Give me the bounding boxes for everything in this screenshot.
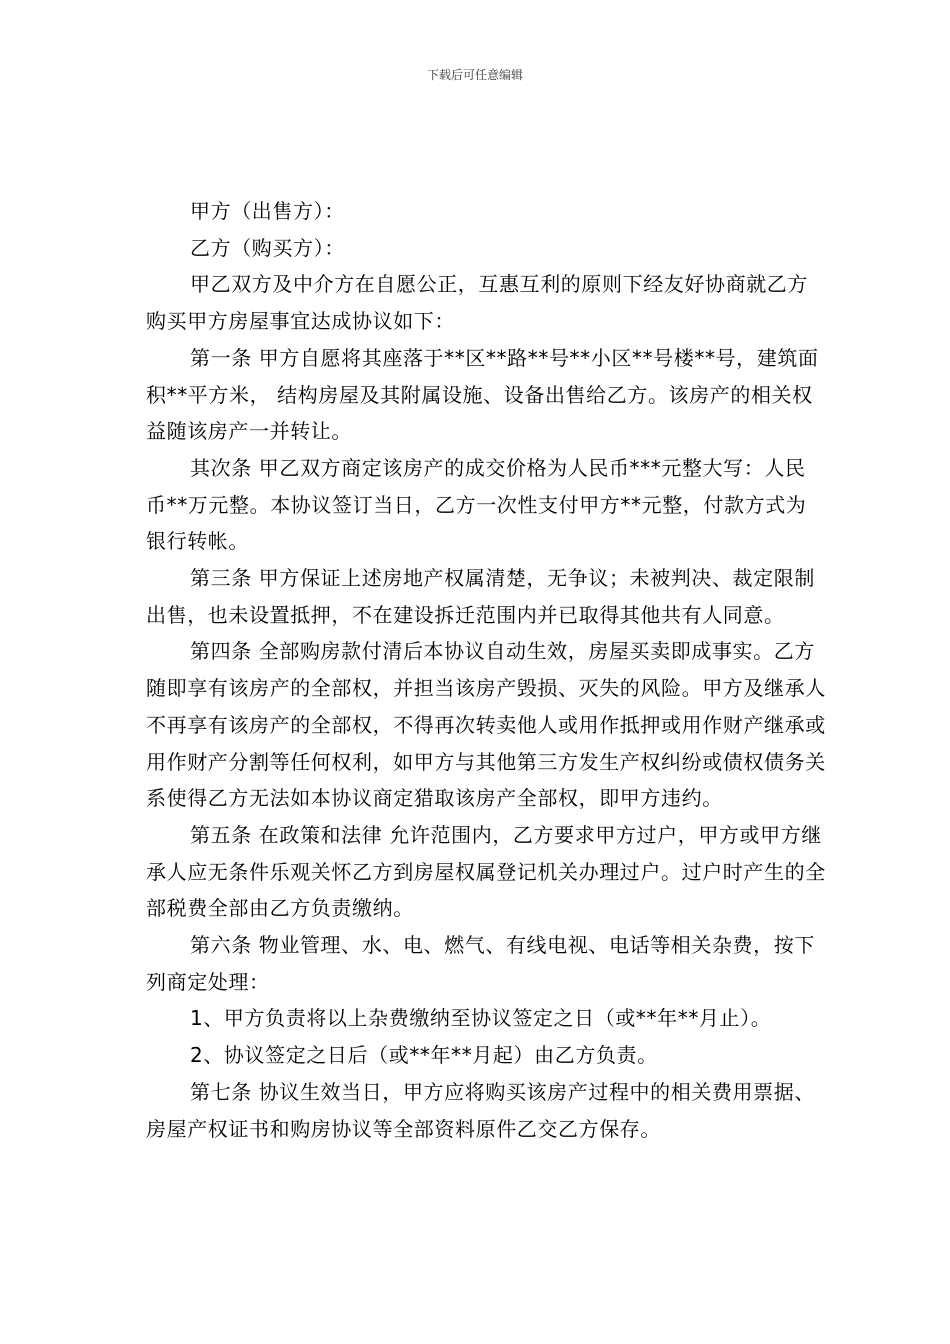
article-4: 第四条 全部购房款付清后本协议自动生效，房屋买卖即成事实。乙方随即享有该房产的全部权，并担当该房产毁损、灭失的风险。甲方及继承人不再享有该房产的全部权，不得再次转卖他人或用作抵押或用作财产继承或用作财产分割等任何权利，如甲方与其他第三方发生产权纠纷或债权债务关系使得乙方无法如本协议商定猎取该房产全部权，即甲方违约。 — [146, 639, 826, 811]
article-6: 第六条 物业管理、水、电、燃气、有线电视、电话等相关杂费，按下列商定处理： — [146, 933, 815, 994]
header-note: 下载后可任意编辑 — [426, 68, 523, 82]
party-a-line: 甲方（出售方）： — [190, 199, 345, 223]
preamble-paragraph: 甲乙双方及中介方在自愿公正，互惠互利的原则下经友好协商就乙方购买甲方房屋事宜达成协议如下： — [146, 272, 808, 334]
article-1: 第一条 甲方自愿将其座落于**区**路**号**小区**号楼**号，建筑面积**平方米， 结构房屋及其附属设施、设备出售给乙方。该房产的相关权益随该房产一并转让。 — [146, 345, 819, 444]
contract-body — [146, 193, 826, 1147]
article-6-item-1: 1、甲方负责将以上杂费缴纳至协议签定之日（或**年**月止）。 — [190, 1006, 772, 1031]
article-7: 第七条 协议生效当日，甲方应将购买该房产过程中的相关费用票据、房屋产权证书和购房协议等全部资料原件乙交乙方保存。 — [146, 1079, 815, 1141]
article-3: 第三条 甲方保证上述房地产权属清楚，无争议；未被判决、裁定限制出售，也未设置抵押，不在建设拆迁范围内并已取得其他共有人同意。 — [146, 566, 815, 627]
article-2: 其次条 甲乙双方商定该房产的成交价格为人民币***元整大写：人民币**万元整。本协议签订当日，乙方一次性支付甲方**元整，付款方式为银行转帐。 — [146, 455, 807, 554]
article-6-item-2: 2、协议签定之日后（或**年**月起）由乙方负责。 — [190, 1043, 658, 1068]
party-b-line: 乙方（购买方）： — [190, 235, 345, 260]
article-5: 第五条 在政策和法律 允许范围内，乙方要求甲方过户，甲方或甲方继承人应无条件乐观关怀乙方到房屋权属登记机关办理过户。过户时产生的全部税费全部由乙方负责缴纳。 — [146, 822, 826, 921]
